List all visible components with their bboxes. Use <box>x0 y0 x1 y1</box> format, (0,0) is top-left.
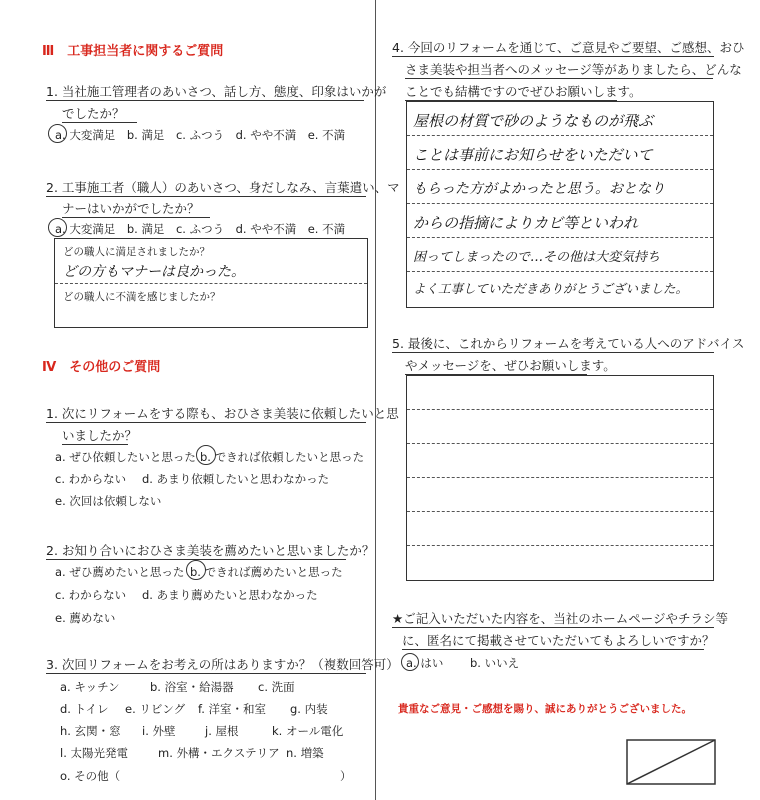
q4-2-answer-circle <box>186 560 206 580</box>
q2-options[interactable]: a. 大変満足 b. 満足 c. ふつう d. やや不満 e. 不満 <box>55 222 346 236</box>
option-rooms[interactable]: f. 洋室・和室 <box>198 702 267 716</box>
answer-rule <box>407 169 713 170</box>
q1-options[interactable]: a. 大変満足 b. 満足 c. ふつう d. やや不満 e. 不満 <box>55 128 346 142</box>
q4-2-option-a[interactable]: a. ぜひ薦めたいと思った <box>55 565 185 579</box>
option-exterior-landscaping[interactable]: m. 外構・エクステリア <box>158 746 280 760</box>
q4-3-text: 3. 次回リフォームをお考えの所はありますか？（複数回答可） <box>46 657 399 672</box>
section-4-heading: Ⅳ その他のご質問 <box>42 360 161 375</box>
q4-1-option-e[interactable]: e. 次回は依頼しない <box>55 494 162 508</box>
publish-consent-line1: ★ご記入いただいた内容を、当社のホームページやチラシ等 <box>392 611 728 626</box>
q2-answer-circle <box>48 218 67 237</box>
q5-underline1 <box>392 352 714 353</box>
handwritten-answer-line: 困ってしまったので…その他は大変気持ち <box>413 250 661 265</box>
advice-answer-box[interactable] <box>406 375 714 581</box>
publish-option-yes[interactable]: a. はい <box>406 656 444 670</box>
q4-1-text-line2: いましたか？ <box>62 428 138 443</box>
q5-text-line2: やメッセージを、ぜひお願いします。 <box>405 358 616 373</box>
option-extension[interactable]: n. 増築 <box>286 746 324 760</box>
q4-1-option-a[interactable]: a. ぜひ依頼したいと思った <box>55 450 196 464</box>
option-living[interactable]: e. リビング <box>125 702 186 716</box>
q4-text-line3: ことでも結構ですのでぜひお願いします。 <box>405 84 642 99</box>
q2-text-line1: 2. 工事施工者（職人）のあいさつ、身だしなみ、言葉遣い、マ <box>46 180 400 195</box>
q2-underline2 <box>62 217 210 218</box>
q1-underline <box>46 100 364 101</box>
answer-rule <box>407 271 713 272</box>
publish-consent-line2: に、匿名にて掲載させていただいてもよろしいですか？ <box>402 633 715 648</box>
q1-answer-circle <box>48 124 67 143</box>
answer-rule <box>407 511 713 512</box>
comment-box-separator <box>55 283 367 284</box>
section-3-heading: Ⅲ 工事担当者に関するご質問 <box>42 44 224 59</box>
q2-underline <box>46 196 366 197</box>
answer-rule <box>407 203 713 204</box>
q4-3-underline <box>46 673 366 674</box>
q4-1-underline2 <box>62 444 128 445</box>
opinion-answer-box[interactable] <box>406 101 714 308</box>
answer-rule <box>407 545 713 546</box>
q1-underline2 <box>62 122 137 123</box>
q4-underline1 <box>392 56 714 57</box>
answer-rule <box>407 135 713 136</box>
q4-1-text-line1: 1. 次にリフォームをする際も、おひさま美装に依頼したいと思 <box>46 406 399 421</box>
thank-you-message: 貴重なご意見・ご感想を賜り、誠にありがとうございました。 <box>398 703 692 715</box>
q4-2-option-b[interactable]: b. できれば薦めたいと思った <box>190 565 343 579</box>
q1-text-line1: 1. 当社施工管理者のあいさつ、話し方、態度、印象はいかが <box>46 84 387 99</box>
publish-option-no[interactable]: b. いいえ <box>470 656 520 670</box>
q4-2-option-c[interactable]: c. わからない <box>55 588 127 602</box>
q1-text-line2: でしたか？ <box>62 106 125 121</box>
answer-rule <box>407 477 713 478</box>
answer-rule <box>407 237 713 238</box>
handwritten-answer-line: からの指摘によりカビ等といわれ <box>413 214 639 232</box>
q4-2-option-e[interactable]: e. 薦めない <box>55 611 116 625</box>
option-kitchen[interactable]: a. キッチン <box>60 680 120 694</box>
option-other-close: ） <box>340 769 352 783</box>
craftsman-comment-box <box>54 238 368 328</box>
option-other[interactable]: o. その他（ <box>60 769 121 783</box>
option-entrance-window[interactable]: h. 玄関・窓 <box>60 724 121 738</box>
handwritten-answer-line: よく工事していただきありがとうございました。 <box>413 281 689 296</box>
option-solar[interactable]: l. 太陽光発電 <box>60 746 129 760</box>
option-interior[interactable]: g. 内装 <box>290 702 328 716</box>
answer-rule <box>407 409 713 410</box>
q4-1-underline <box>46 422 366 423</box>
slashed-stamp-box <box>626 739 716 785</box>
handwritten-answer-line: 屋根の材質で砂のようなものが飛ぶ <box>413 112 654 130</box>
option-bathroom[interactable]: b. 浴室・給湯器 <box>150 680 234 694</box>
q4-2-option-d[interactable]: d. あまり薦めたいと思わなかった <box>142 588 318 602</box>
q4-1-answer-circle <box>196 445 216 465</box>
satisfied-prompt: どの職人に満足されましたか？ <box>63 246 210 258</box>
option-all-electric[interactable]: k. オール電化 <box>272 724 344 738</box>
q4-text-line2: さま美装や担当者へのメッセージ等がありましたら、どんな <box>405 62 742 77</box>
option-washroom[interactable]: c. 洗面 <box>258 680 295 694</box>
handwritten-answer-line: もらった方がよかったと思う。おとなり <box>413 181 665 197</box>
publish-underline1 <box>392 627 714 628</box>
answer-rule <box>407 443 713 444</box>
q4-1-option-d[interactable]: d. あまり依頼したいと思わなかった <box>142 472 330 486</box>
option-toilet[interactable]: d. トイレ <box>60 702 109 716</box>
q4-underline2 <box>405 78 713 79</box>
column-divider <box>375 0 376 800</box>
publish-answer-circle <box>401 653 419 671</box>
q5-text-line1: 5. 最後に、これからリフォームを考えている人へのアドバイス <box>392 336 745 351</box>
satisfied-answer[interactable]: どの方もマナーは良かった。 <box>63 264 245 280</box>
q2-text-line2: ナーはいかがでしたか？ <box>62 201 200 216</box>
option-roof[interactable]: j. 屋根 <box>205 724 239 738</box>
unsatisfied-prompt: どの職人に不満を感じましたか？ <box>63 291 221 303</box>
option-exterior-wall[interactable]: i. 外壁 <box>142 724 176 738</box>
q4-1-option-c[interactable]: c. わからない <box>55 472 127 486</box>
q4-1-option-b[interactable]: b. できれば依頼したいと思った <box>200 450 365 464</box>
handwritten-answer-line: ことは事前にお知らせをいただいて <box>413 146 653 164</box>
q4-text-line1: 4. 今回のリフォームを通じて、ご意見やご要望、ご感想、おひ <box>392 40 745 55</box>
q4-2-text: 2. お知り合いにおひさま美装を薦めたいと思いましたか？ <box>46 543 375 558</box>
publish-underline2 <box>402 649 704 650</box>
